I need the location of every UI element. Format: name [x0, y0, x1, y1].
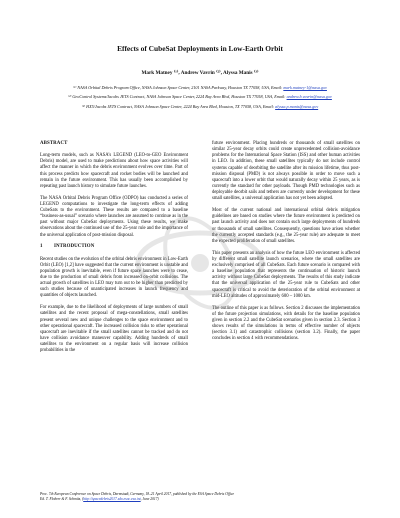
intro-paragraph-2: For example, due to the likelihood of deployments of large numbers of small satellites and the recent proposal of mega-constellations, small satellites present several new and unique challenges to the space environment and to other operational spacecraft. The increased collision risks to other operational spacecraft are inevitable if the small satellites cannot be tracked and do not have collision avoidance maneuver capability. Adding hundreds of small satellites to the environment on a regular basis will increase collision probabilities in the: [40, 305, 188, 354]
right-paragraph-4: The outline of this paper is as follows. Section 2 discusses the implementation of the future projection simulations, with details for the baseline population given in section 2.2 and the CubeSat scenarios given in section 2.3. Section 3 shows results of the simulations in terms of effective number of objects (section 3.1) and catastrophic collisions (section 3.2). Finally, the paper concludes in section 4 with recommendations.: [212, 305, 360, 342]
paper-title: Effects of CubeSat Deployments in Low-Earth Orbit: [117, 44, 283, 53]
proceedings-link[interactable]: http://spacedebris2017.sdo.esoc.esa.int: [83, 497, 141, 502]
affiliation-1: [40, 85, 360, 91]
affiliation-3: [40, 104, 360, 110]
affiliation-2-text: ⁽²⁾ GeoControl Systems/Jacobs JETS Contract, NASA Johnson Space Center, 2224 Bay Area Blvd, Houston TX 77058, USA, Email:: [68, 94, 287, 100]
footnote-editors: Ed. T. Flohrer & F. Schmitz, (: [40, 497, 84, 502]
footnote-line-2: [40, 497, 360, 502]
conference-footnote: [40, 492, 360, 503]
affiliation-1-email-link[interactable]: mark.matney-1@nasa.gov: [283, 85, 327, 90]
abstract-paragraph-1: Long-term models, such as NASA’s LEGEND (LEO-to-GEO Environment Debris) model, are used to make predictions about how space activities will affect the manner in which the debris environment evolves over time. Part of this process predicts how spacecraft and rocket bodies will be launched and remain in the future environment. This has usually been accomplished by repeating past launch history to simulate future launches.: [40, 153, 188, 189]
paper-authors: Mark Matney ⁽¹⁾, Andrew Vavrin ⁽²⁾, Alyssa Manis ⁽³⁾: [141, 70, 259, 76]
left-column: [40, 141, 188, 360]
right-column: [212, 141, 360, 348]
section-1-heading: [40, 244, 188, 250]
abstract-paragraph-2: The NASA Orbital Debris Program Office (ODPO) has conducted a series of LEGEND computations to investigate the long-term effects of adding CubeSats to the environment. These results are compared to a baseline “business-as-usual” scenario where launches are assumed to continue as in the past without major CubeSat deployments. Using these results, we make observations about the continued use of the 25-year rule and the importance of the universal application of post-mission disposal.: [40, 195, 188, 238]
footnote-date: , June 2017): [140, 497, 159, 502]
affiliation-2: [40, 94, 360, 100]
right-paragraph-1: future environment. Placing hundreds or thousands of small satellites on similar 25-year decay orbits could create unprecedented collision-avoidance problems for the International Space Station (ISS) and other human activities in LEO. In addition, these small satellites typically do not include control systems capable of deorbiting the satellite after its mission lifetime, thus post-mission disposal (PMD) is not always possible in order to move such a spacecraft into a lower orbit that would naturally decay within 25 years, as is currently the standard for other payloads. Though PMD technologies such as deployable deorbit sails and tethers are currently under development for these small satellites, a universal application has not yet been adopted.: [212, 141, 360, 202]
section-1-number: 1: [40, 244, 43, 250]
affiliation-3-email-link[interactable]: alyssa.p.manis@nasa.gov: [275, 103, 319, 109]
affiliation-3-text: ⁽³⁾ HX5/Jacobs JETS Contract, NASA Johnson Space Center, 2224 Bay Area Blvd, Houston, TX 77058, USA, Email:: [81, 103, 276, 109]
right-paragraph-3: This paper presents an analysis of how the future LEO environment is affected by different small satellite launch scenarios, where the small satellites are exclusively comprised of all CubeSats. Each future scenario is compared with a baseline population that represents the continuation of historic launch activity without large CubeSat deployments. The results of this study indicate that the universal application of the 25-year rule to CubeSats and other spacecraft is critical to avoid the deterioration of the orbital environment at mid-LEO altitudes of approximately 600 – 1000 km.: [212, 250, 360, 299]
abstract-heading: ABSTRACT: [40, 141, 68, 146]
right-paragraph-2: Most of the current national and international orbital debris mitigation guidelines are based on studies where the future environment is predicted on past launch activity and does not contain such large deployments of hundreds or thousands of small satellites. Consequently, questions have arisen whether the currently accepted standards (e.g., the 25-year rule) are adequate to meet the expected proliferation of small satellites.: [212, 208, 360, 244]
affiliations: [40, 85, 360, 113]
affiliation-1-text: ⁽¹⁾ NASA Orbital Debris Program Office, NASA Johnson Space Center, 2101 NASA Parkway, Houston TX 77058, USA, Email:: [73, 85, 284, 90]
section-1-title: INTRODUCTION: [54, 244, 95, 250]
intro-paragraph-1: Recent studies on the evolution of the orbital debris environment in Low-Earth Orbit (LEO) [1,2] have suggested that the current environment is unstable and population growth is inevitable, even if future space launches were to cease, due to the production of small debris from increased on-orbit collisions. The actual growth of satellites in LEO may turn out to be higher than predicted by such studies because of unanticipated increases in launch frequency and quantities of objects launched.: [40, 256, 189, 299]
footnote-line-1: Proc. 7th European Conference on Space Debris, Darmstadt, Germany, 18–21 April 2017, published by the ESA Space Debris Office: [40, 492, 235, 496]
affiliation-2-email-link[interactable]: andrew.b.vavrin@nasa.gov: [286, 94, 332, 100]
